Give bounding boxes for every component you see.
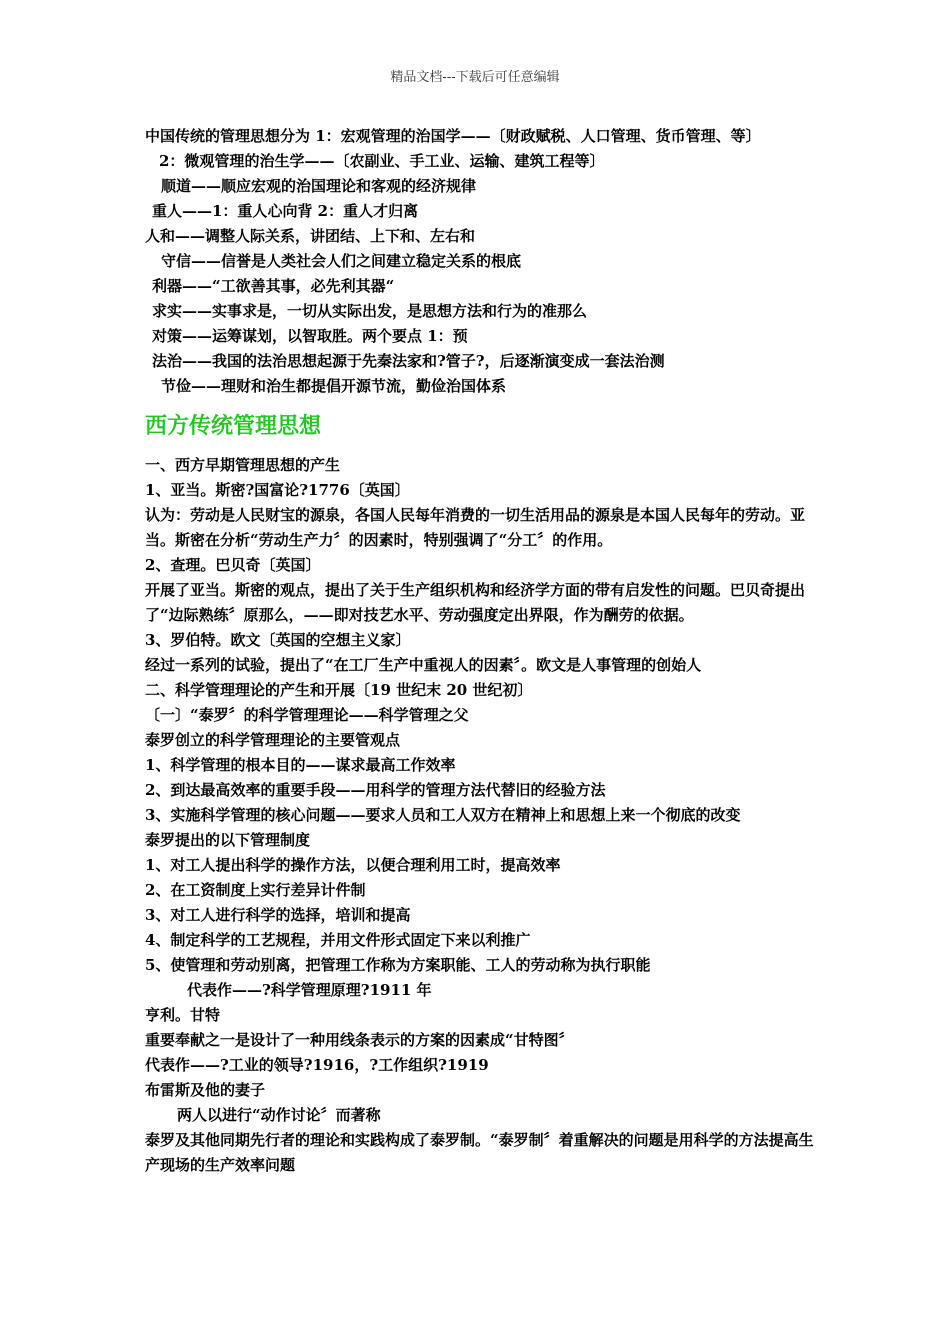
text-line: 泰罗及其他同期先行者的理论和实践构成了泰罗制。“泰罗制〞着重解决的问题是用科学的方法提高生产现场的生产效率问题 bbox=[145, 1131, 814, 1174]
text-line: 利器——“工欲善其事，必先利其器“ bbox=[152, 277, 395, 295]
text-line: 代表作——?工业的领导?1916，?工作组织?1919 bbox=[145, 1056, 489, 1074]
text-line: 2：微观管理的治生学——〔农副业、手工业、运输、建筑工程等〕 bbox=[159, 152, 605, 170]
text-line: 一、西方早期管理思想的产生 bbox=[145, 456, 341, 474]
text-line: 认为：劳动是人民财宝的源泉，各国人民每年消费的一切生活用品的源泉是本国人民每年的劳动。亚当。斯密在分析“劳动生产力〞的因素时，特别强调了“分工〞的作用。 bbox=[145, 506, 806, 549]
text-line: 2、查理。巴贝奇〔英国〕 bbox=[145, 556, 321, 574]
text-line: 3、实施科学管理的核心问题——要求人员和工人双方在精神上和思想上来一个彻底的改变 bbox=[145, 806, 741, 824]
text-line: 顺道——顺应宏观的治国理论和客观的经济规律 bbox=[161, 177, 477, 195]
text-line: 泰罗提出的以下管理制度 bbox=[145, 831, 311, 849]
text-line: 1、亚当。斯密?国富论?1776〔英国〕 bbox=[145, 481, 410, 499]
page-header: 精品文档---下载后可任意编辑 bbox=[390, 70, 560, 85]
text-line: 重要奉献之一是设计了一种用线条表示的方案的因素成“甘特图〞 bbox=[145, 1031, 574, 1049]
text-line: 人和——调整人际关系，讲团结、上下和、左右和 bbox=[145, 227, 476, 245]
text-line: 对策——运筹谋划，以智取胜。两个要点 1：预 bbox=[152, 327, 468, 345]
document-body bbox=[145, 124, 815, 1178]
text-line: 法治——我国的法治思想起源于先秦法家和?管子?，后逐渐演变成一套法治测 bbox=[152, 352, 665, 370]
text-line: 5、使管理和劳动别离，把管理工作称为方案职能、工人的劳动称为执行职能 bbox=[145, 956, 651, 974]
text-line: 〔一〕“泰罗〞的科学管理理论——科学管理之父 bbox=[145, 706, 469, 724]
text-line: 4、制定科学的工艺规程，并用文件形式固定下来以利推广 bbox=[145, 931, 531, 949]
text-line: 求实——实事求是，一切从实际出发，是思想方法和行为的准那么 bbox=[152, 302, 588, 320]
text-line: 1、对工人提出科学的操作方法，以便合理利用工时，提高效率 bbox=[145, 856, 561, 874]
text-line: 2、到达最高效率的重要手段——用科学的管理方法代替旧的经验方法 bbox=[145, 781, 606, 799]
text-line: 3、罗伯特。欧文〔英国的空想主义家〕 bbox=[145, 631, 411, 649]
text-line: 代表作——?科学管理原理?1911 年 bbox=[187, 981, 432, 999]
text-line: 1、科学管理的根本目的——谋求最高工作效率 bbox=[145, 756, 456, 774]
text-line: 守信——信誉是人类社会人们之间建立稳定关系的根底 bbox=[161, 252, 522, 270]
text-line: 节俭——理财和治生都提倡开源节流，勤俭治国体系 bbox=[161, 377, 507, 395]
text-line: 布雷斯及他的妻子 bbox=[145, 1081, 266, 1099]
section-heading: 西方传统管理思想 bbox=[145, 413, 322, 439]
text-line: 中国传统的管理思想分为 1：宏观管理的治国学——〔财政赋税、人口管理、货币管理、等〕 bbox=[145, 127, 761, 145]
text-line: 重人——1：重人心向背 2：重人才归离 bbox=[152, 202, 419, 220]
text-line: 两人以进行“动作讨论〞而著称 bbox=[177, 1106, 381, 1124]
text-line: 2、在工资制度上实行差异计件制 bbox=[145, 881, 366, 899]
text-line: 开展了亚当。斯密的观点，提出了关于生产组织机构和经济学方面的带有启发性的问题。巴贝奇提出了“边际熟练〞原那么，——即对技艺水平、劳动强度定出界限，作为酬劳的依据。 bbox=[145, 581, 806, 624]
text-line: 3、对工人进行科学的选择，培训和提高 bbox=[145, 906, 411, 924]
text-line: 泰罗创立的科学管理理论的主要管观点 bbox=[145, 731, 401, 749]
text-line: 亨利。甘特 bbox=[145, 1006, 221, 1024]
text-line: 二、科学管理理论的产生和开展〔19 世纪末 20 世纪初〕 bbox=[145, 681, 533, 699]
text-line: 经过一系列的试验，提出了“在工厂生产中重视人的因素〞。欧文是人事管理的创始人 bbox=[145, 656, 702, 674]
